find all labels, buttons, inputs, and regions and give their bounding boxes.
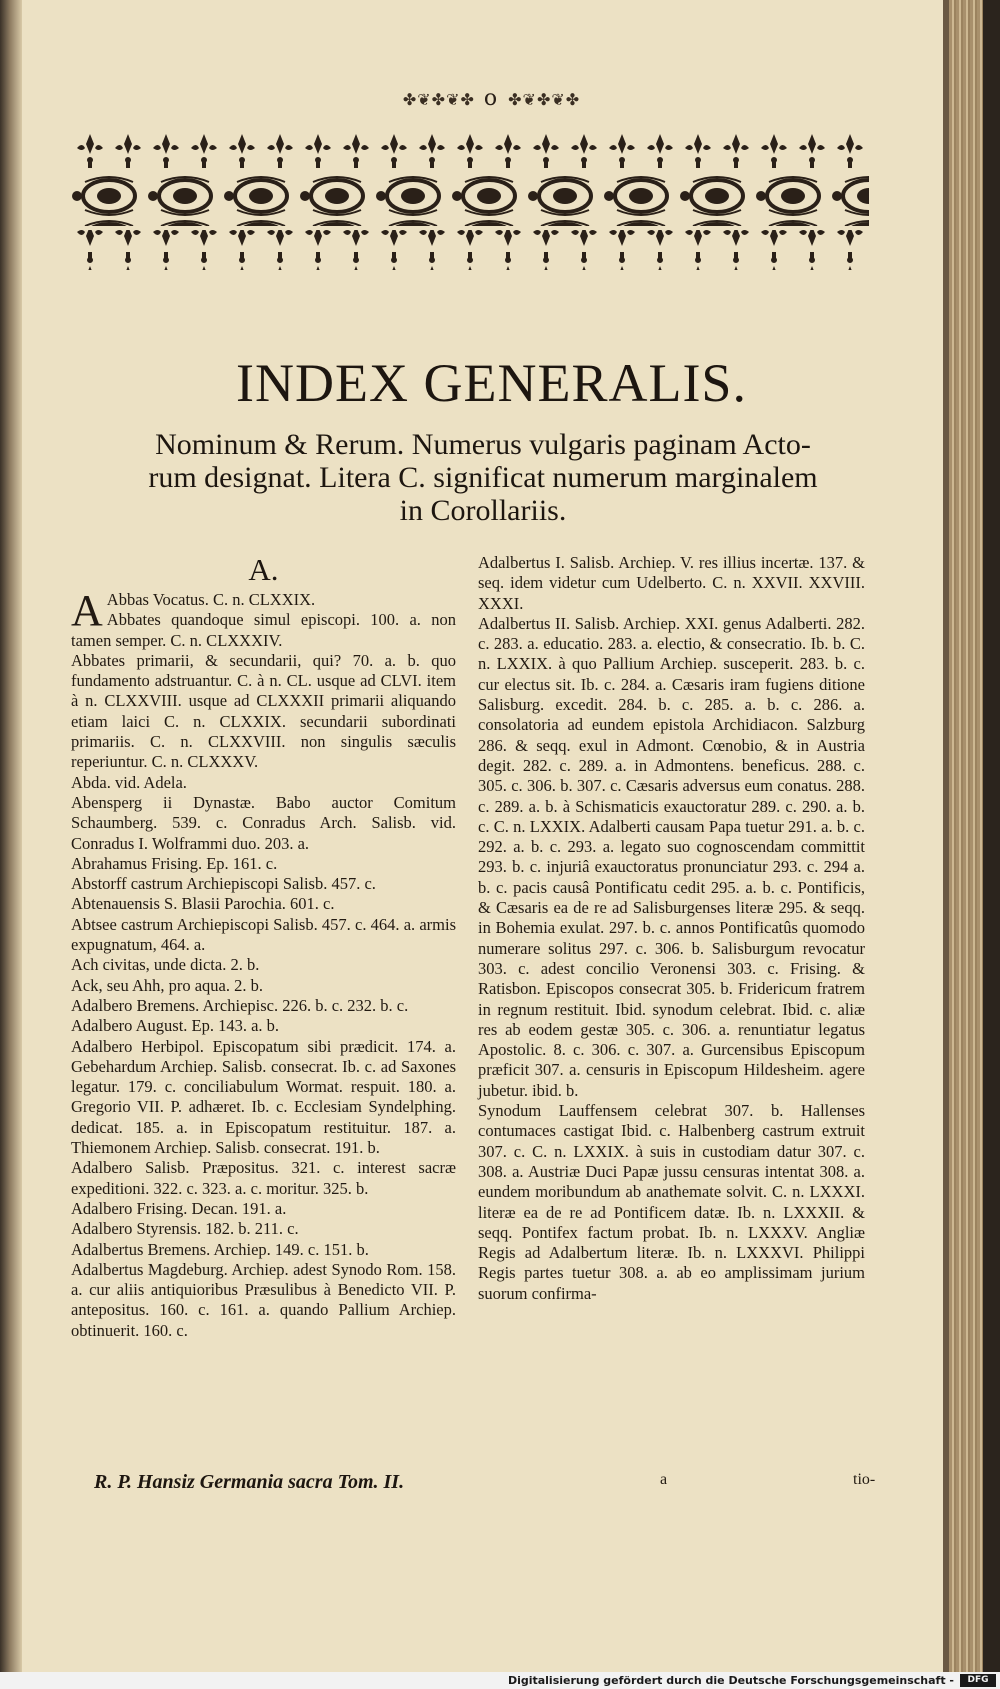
- index-entry: Abda. vid. Adela.: [71, 772, 187, 792]
- index-entry: Abtenauensis S. Blasii Parochia. 601. c.: [71, 894, 335, 914]
- index-entry: Adalbero August. Ep. 143. a. b.: [71, 1016, 280, 1036]
- index-entry: Adalbero Bremens. Archiepisc. 226. b. c. 232. b. c.: [71, 995, 409, 1015]
- index-entry: Adalbero Styrensis. 182. b. 211. c.: [71, 1219, 299, 1239]
- signature-mark: a: [660, 1471, 668, 1488]
- index-entry: Adalbertus Bremens. Archiep. 149. c. 151. b.: [71, 1239, 369, 1259]
- subtitle-line: rum designat. Litera C. significat numerum marginalem: [148, 461, 818, 494]
- index-entry: A Abbas Vocatus. C. n. CLXXIX.: [71, 586, 316, 635]
- book-edge: [949, 0, 983, 1672]
- index-entry: Abrahamus Frising. Ep. 161. c.: [71, 853, 278, 873]
- subtitle-line: Nominum & Rerum. Numerus vulgaris paginam Acto-: [155, 428, 811, 461]
- index-entry: Ach civitas, unde dicta. 2. b.: [71, 955, 260, 975]
- index-entry: Adalbertus I. Salisb. Archiep. V. res illius incertæ. 137. & seq. idem videtur cum Udelberto. C. n. XXVII. XXVIII. XXXI.: [478, 553, 865, 613]
- page-marker-letter: o: [483, 86, 500, 111]
- page-gutter: [0, 0, 22, 1672]
- index-column-left: [71, 586, 456, 1341]
- index-entry: Abbates primarii, & secundarii, qui? 70. a. b. quo fundamento adstruantur. C. à n. CL. usque ad CLVI. item à n. CLXXVIII. usque ad CLXXXII primarii aliquando etiam laici C. n. CLXXIX. secundarii subordinati primariis. C. n. CLXXVIII. non singulis sæculis reperiuntur. C. n. CLXXXV.: [71, 650, 456, 772]
- ornament-right-icon: ✤❦✤❦✤: [508, 90, 581, 109]
- index-entry: Synodum Lauffensem celebrat 307. b. Hallenses contumaces castigat Ibid. c. Halbenberg castrum extruit 307. c. C. n. LXXIX. à suis in custodiam datur 307. c. 308. a. Austriæ Duci Papæ jussu censuras intentat 308. a. eundem moribundum ab anathemate solvit. C. n. LXXXI. literæ ea de re ad Pontificem datæ. Ib. n. LXXXII. & seqq. Pontifex factum probat. Ib. n. LXXXV. Angliæ Regis ad Adalbertum literæ. Ib. n. LXXXVI. Philippi Regis partes tuetur 308. a. ab eo amplissimam jurium suorum confirma-: [478, 1101, 865, 1303]
- ornament-left-icon: ✤❦✤❦✤: [402, 90, 475, 109]
- subtitle: [60, 428, 906, 527]
- catchword: tio-: [853, 1471, 876, 1488]
- index-entry: Abbates quandoque simul episcopi. 100. a. non tamen semper. C. n. CLXXXIV.: [71, 610, 456, 650]
- signature-line: R. P. Hansiz Germania sacra Tom. II.: [94, 1471, 405, 1493]
- decorative-headpiece-icon: [71, 130, 869, 272]
- index-entry: Adalbero Herbipol. Episcopatum sibi prædicit. 174. a. Gebehardum Archiep. Salisb. consecrat. Ib. c. ad Saxones legatur. 179. c. conciliabulum Wormat. respuit. 180. a. Gregorio VII. P. adhæret. Ib. c. Ecclesiam Syndelphing. dedicat. 185. a. in Episcopatum restituitur. 187. a. Thiemonem Archiep. Salisb. consecrat. 191. b.: [71, 1036, 456, 1158]
- index-entry: Abensperg ii Dynastæ. Babo auctor Comitum Schaumberg. 539. c. Conradus Arch. Salisb. vid. Conradus I. Wolframmi duo. 203. a.: [71, 792, 456, 853]
- page-title: INDEX GENERALIS.: [236, 353, 747, 413]
- index-column-right: [478, 553, 865, 1304]
- index-entry: Adalbertus Magdeburg. Archiep. adest Synodo Rom. 158. a. cur aliis antiquioribus Præsulibus à Benedicto VII. P. antepositus. 160. c. 161. a. quando Pallium Archiep. obtinuerit. 160. c.: [71, 1259, 456, 1340]
- index-entry: Adalbertus II. Salisb. Archiep. XXI. genus Adalberti. 282. c. 283. a. educatio. 283. a. electio, & consecratio. Ib. b. C. n. LXXIX. à quo Pallium Archiep. susceperit. 283. b. c. cur electus sit. Ib. c. 284. a. Cæsaris iram fugiens ditione Salisburg. excedit. 284. b. c. 285. a. b. c. 286. a. consolatoria ad eundem epistola Archidiacon. Salzburg 286. & seqq. exul in Admont. Cœnobio, & in Austria degit. 282. c. 289. a. in Admontens. beneficus. 288. c. 305. c. 306. b. 307. c. Cæsaris adversus eum conatus. 288. c. 289. a. b. à Schismaticis exauctoratur 289. c. 290. a. b. c. C. n. LXXIX. Adalberti causam Papa tuetur 291. a. b. c. 292. a. b. c. 293. a. legato suo cognoscendam committit 293. b. c. injuriâ exauctoratus pronunciatur 293. c. 294 a. b. c. pacis causâ Pontificatu cedit 295. a. b. c. Pontificis, & Cæsaris ea de re ad Salisburgenses literæ 295. & seqq. in Bohemia exulat. 297. b. c. annos Pontificatûs quomodo numerare solitus 297. c. 306. b. Salisburgum revocatur 303. c. adest concilio Veronensi 303. c. Frising. & Ratisbon. Episcopos consecrat 305. b. Fridericum fratrem in regnum restituit. Ibid. synodum celebrat. Ibid. c. aliæ res ab eodem gestæ 305. c. 306. a. renuntiatur legatus Apostolic. 8. c. 306. c. 307. a. Gurcensibus Episcopum præficit 307. a. censuris in Episcopum Hildesheim. agere jubetur. ibid. b.: [478, 613, 865, 1100]
- drop-cap: A: [71, 586, 103, 635]
- subtitle-line: in Corollariis.: [399, 494, 567, 527]
- index-entry: Abtsee castrum Archiepiscopi Salisb. 457. c. 464. a. armis expugnatum, 464. a.: [71, 914, 456, 955]
- section-letter: A.: [248, 552, 279, 587]
- index-entry: Ack, seu Ahh, pro aqua. 2. b.: [71, 975, 264, 995]
- footer-text: Digitalisierung gefördert durch die Deutsche Forschungsgemeinschaft -: [507, 1674, 954, 1687]
- index-entry: Adalbero Frising. Decan. 191. a.: [71, 1198, 287, 1218]
- dfg-logo-icon: DFG: [960, 1674, 996, 1687]
- index-entry: Abstorff castrum Archiepiscopi Salisb. 457. c.: [71, 874, 376, 894]
- page-marker: [0, 86, 983, 111]
- index-entry: Adalbero Salisb. Præpositus. 321. c. interest sacræ expeditioni. 322. c. 323. a. c. moritur. 325. b.: [71, 1158, 456, 1198]
- digitization-footer: [0, 1672, 1000, 1689]
